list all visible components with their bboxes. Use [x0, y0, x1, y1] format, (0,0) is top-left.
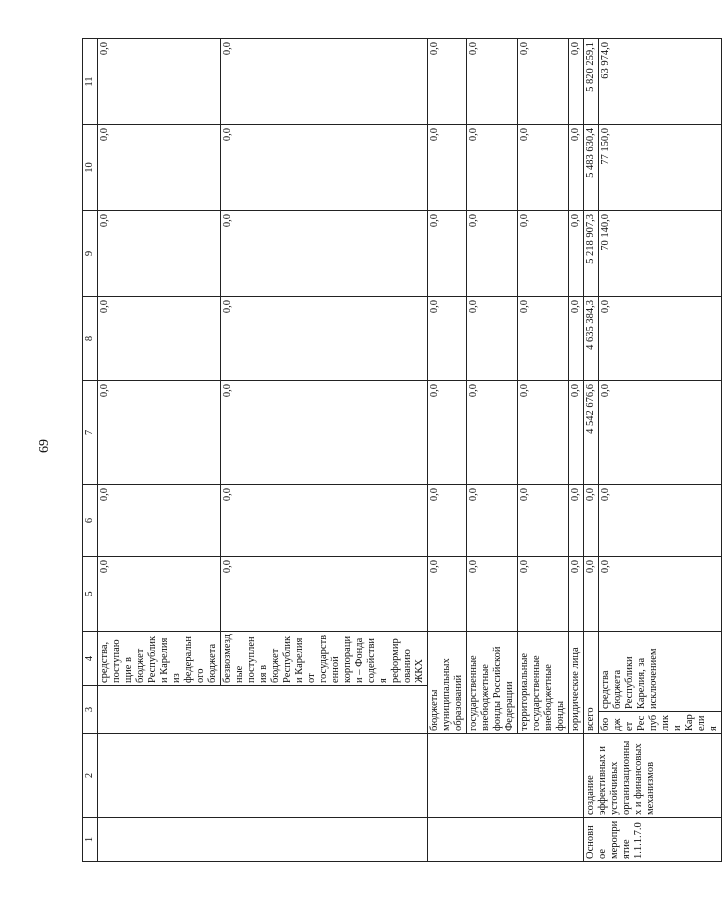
- value-cell: 0,0: [428, 485, 467, 557]
- budget-value: 0,0: [599, 485, 722, 557]
- rotated-table-page: [82, 9, 719, 862]
- value-cell: 0,0: [518, 557, 569, 632]
- value-cell: 0,0: [569, 485, 584, 557]
- value-cell: 0,0: [518, 125, 569, 211]
- budget-sub-label: средства бюджета Республики Карелия, за исключением: [599, 632, 722, 712]
- value-cell: 0,0: [98, 485, 221, 557]
- col-header-3: 3: [83, 686, 98, 734]
- source-label: территориальные государственные внебюджетные фонды: [518, 632, 569, 734]
- table-row: [584, 0, 599, 862]
- page-number: 69: [37, 439, 52, 453]
- value-cell: 0,0: [467, 125, 518, 211]
- col-header-1: 1: [83, 818, 98, 862]
- total-value: 4 635 384,3: [584, 297, 599, 381]
- value-cell: 0,0: [569, 557, 584, 632]
- value-cell: 0,0: [569, 381, 584, 485]
- budget-value: 63 974,0: [599, 39, 722, 125]
- value-cell: 0,0: [428, 125, 467, 211]
- empty-cell: [98, 818, 428, 862]
- col-header-4: 4: [83, 632, 98, 686]
- empty-cell: [98, 686, 428, 734]
- value-cell: 0,0: [98, 211, 221, 297]
- table-row: [518, 0, 569, 862]
- total-value: 0,0: [584, 557, 599, 632]
- value-cell: 0,0: [428, 297, 467, 381]
- budget-label: бюджет Республики Карелия: [599, 712, 722, 734]
- table-row: [599, 0, 722, 862]
- value-cell: 0,0: [467, 39, 518, 125]
- budget-value: 0,0: [599, 557, 722, 632]
- source-label: бюджеты муниципальных образований: [428, 632, 467, 734]
- value-cell: 0,0: [518, 211, 569, 297]
- total-value: 5 820 259,1: [584, 39, 599, 125]
- col-header-2: 2: [83, 734, 98, 818]
- value-cell: 0,0: [98, 297, 221, 381]
- col-header-9: 9: [83, 211, 98, 297]
- value-cell: 0,0: [221, 557, 428, 632]
- col-header-7: 7: [83, 381, 98, 485]
- col-header-8: 8: [83, 297, 98, 381]
- total-value: 5 218 907,3: [584, 211, 599, 297]
- value-cell: 0,0: [467, 557, 518, 632]
- value-cell: 0,0: [428, 557, 467, 632]
- budget-value: 70 140,0: [599, 211, 722, 297]
- value-cell: 0,0: [221, 39, 428, 125]
- source-label: государственные внебюджетные фонды Российской Федерации: [467, 632, 518, 734]
- value-cell: 0,0: [569, 211, 584, 297]
- budget-table: [82, 0, 722, 862]
- value-cell: 0,0: [467, 485, 518, 557]
- col-header-5: 5: [83, 557, 98, 632]
- activity-code: Основное мероприятие 1.1.1.7.0: [584, 818, 722, 862]
- source-label: безвозмездные поступления в бюджет Республики Карелия от государственной корпорации – Фонда содействия реформированию ЖКХ: [221, 632, 428, 686]
- total-value: 0,0: [584, 485, 599, 557]
- value-cell: 0,0: [518, 297, 569, 381]
- value-cell: 0,0: [569, 297, 584, 381]
- value-cell: 0,0: [428, 211, 467, 297]
- empty-cell: [98, 734, 428, 818]
- value-cell: 0,0: [98, 557, 221, 632]
- value-cell: 0,0: [98, 39, 221, 125]
- value-cell: 0,0: [221, 125, 428, 211]
- value-cell: 0,0: [98, 381, 221, 485]
- col-header-10: 10: [83, 125, 98, 211]
- value-cell: 0,0: [569, 39, 584, 125]
- value-cell: 0,0: [98, 125, 221, 211]
- total-value: 4 542 676,6: [584, 381, 599, 485]
- value-cell: 0,0: [569, 125, 584, 211]
- value-cell: 0,0: [467, 381, 518, 485]
- table-row: [467, 0, 518, 862]
- budget-value: 0,0: [599, 381, 722, 485]
- budget-value: 0,0: [599, 297, 722, 381]
- table-row: [98, 0, 221, 862]
- budget-value: 77 150,0: [599, 125, 722, 211]
- value-cell: 0,0: [221, 381, 428, 485]
- total-value: 5 483 630,4: [584, 125, 599, 211]
- value-cell: 0,0: [221, 297, 428, 381]
- value-cell: 0,0: [518, 39, 569, 125]
- source-label: юридические лица: [569, 632, 584, 734]
- value-cell: 0,0: [428, 381, 467, 485]
- table-row: [428, 0, 467, 862]
- value-cell: 0,0: [518, 381, 569, 485]
- value-cell: 0,0: [467, 211, 518, 297]
- table-row: [569, 0, 584, 862]
- value-cell: 0,0: [428, 39, 467, 125]
- value-cell: 0,0: [221, 485, 428, 557]
- empty-cell: [428, 818, 584, 862]
- col-header-11: 11: [83, 39, 98, 125]
- value-cell: 0,0: [221, 211, 428, 297]
- value-cell: 0,0: [467, 297, 518, 381]
- source-label: средства, поступающие в бюджет Республики Карелия из федерального бюджета: [98, 632, 221, 686]
- header-row: [83, 0, 98, 862]
- empty-cell: [428, 734, 584, 818]
- col-header-6: 6: [83, 485, 98, 557]
- value-cell: 0,0: [518, 485, 569, 557]
- total-label: всего: [584, 632, 599, 734]
- activity-name: создание эффективных и устойчивых организационных и финансовых механизмов: [584, 734, 722, 818]
